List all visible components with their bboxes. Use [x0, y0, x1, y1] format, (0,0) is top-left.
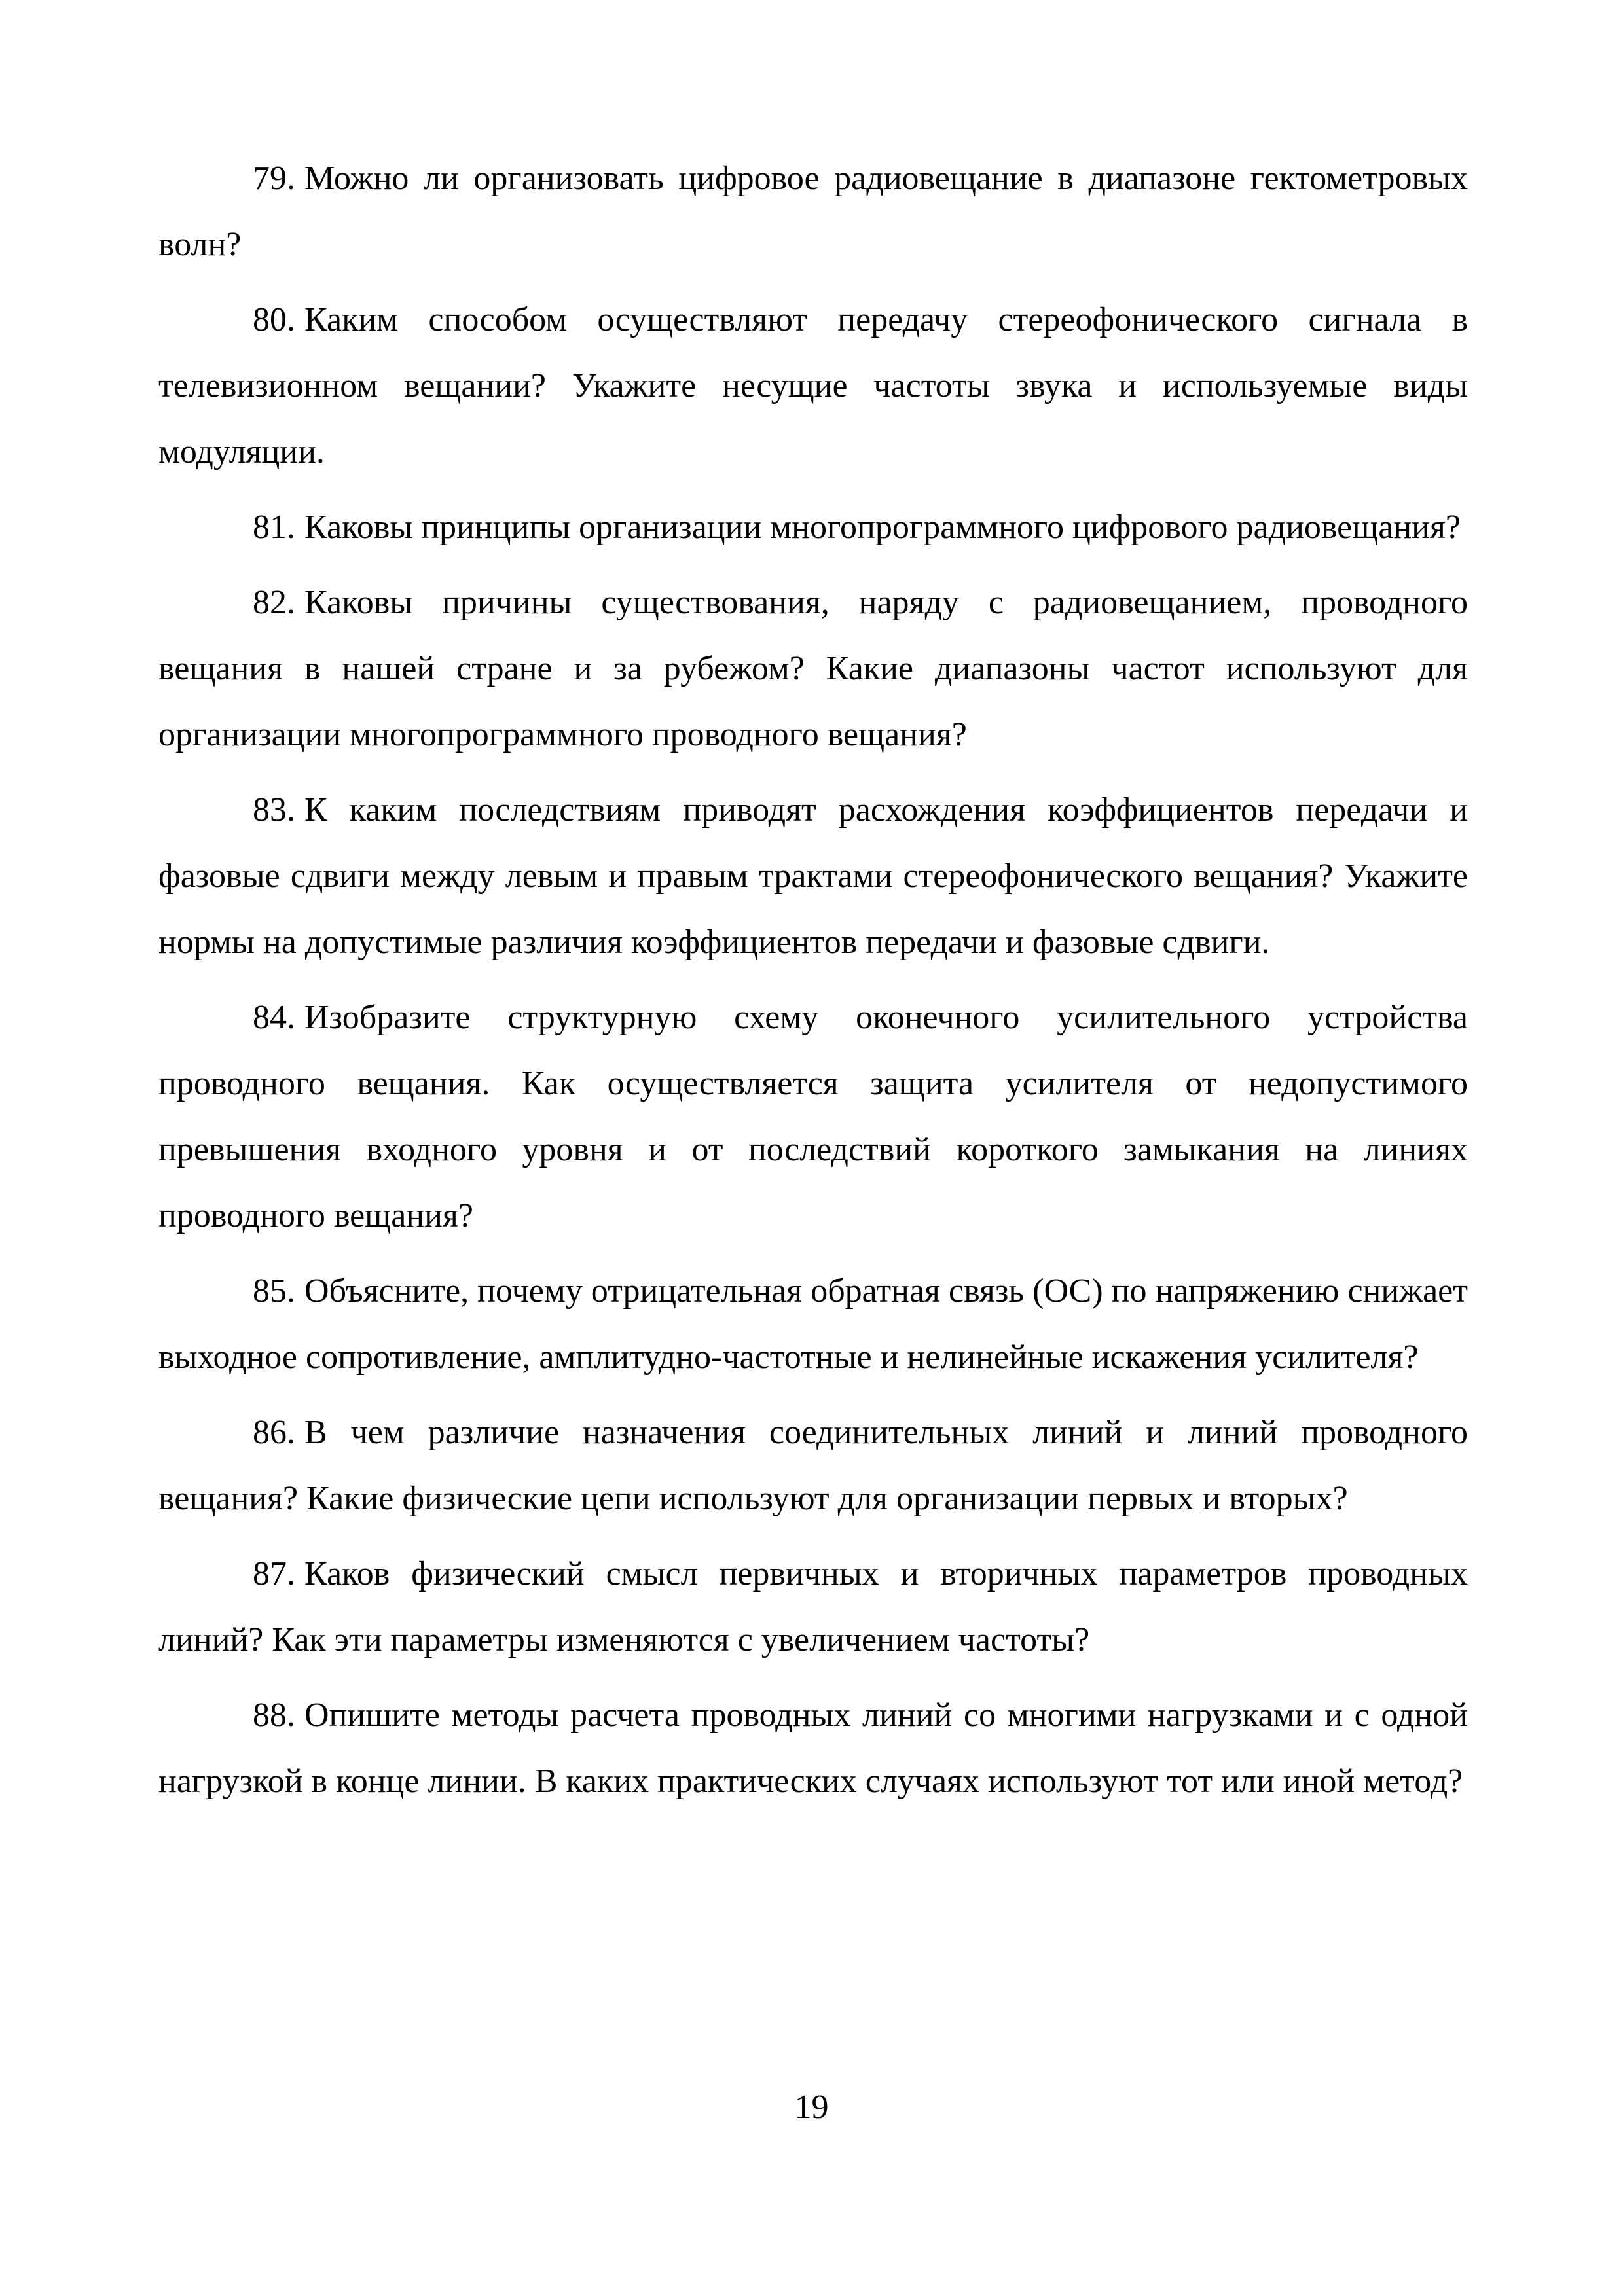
question-83 [158, 777, 1468, 975]
question-85 [158, 1258, 1468, 1390]
question-text: Каков физический смысл первичных и вторичных параметров проводных линий? Как эти параметры изменяются с увеличением частоты? [158, 1555, 1468, 1659]
question-number: 79. [253, 160, 295, 197]
question-text: Изобразите структурную схему оконечного усилительного устройства проводного вещания. Как осуществляется защита усилителя от недопустимого превышения входного уровня и от последствий короткого замыкания на линиях проводного вещания? [158, 999, 1468, 1234]
question-number: 83. [253, 791, 295, 829]
page-number: 19 [794, 2089, 829, 2126]
question-81 [158, 494, 1468, 560]
question-text: Можно ли организовать цифровое радиовещание в диапазоне гектометровых волн? [158, 160, 1468, 263]
question-88 [158, 1682, 1468, 1814]
question-87 [158, 1541, 1468, 1673]
question-text: Каковы принципы организации многопрограммного цифрового радиовещания? [304, 509, 1461, 546]
question-number: 86. [253, 1414, 295, 1451]
question-number: 85. [253, 1272, 295, 1310]
question-text: Объясните, почему отрицательная обратная связь (ОС) по напряжению снижает выходное сопротивление, амплитудно-частотные и нелинейные искажения усилителя? [158, 1272, 1468, 1376]
question-text: Опишите методы расчета проводных линий со многими нагрузками и с одной нагрузкой в конце линии. В каких практических случаях используют тот или иной метод? [158, 1696, 1468, 1800]
question-number: 84. [253, 999, 295, 1036]
question-text: К каким последствиям приводят расхождения коэффициентов передачи и фазовые сдвиги между левым и правым трактами стереофонического вещания? Укажите нормы на допустимые различия коэффициентов передачи и фазовые сдвиги. [158, 791, 1468, 961]
question-text: В чем различие назначения соединительных линий и линий проводного вещания? Какие физические цепи используют для организации первых и вторых? [158, 1414, 1468, 1517]
question-number: 81. [253, 509, 295, 546]
question-79 [158, 145, 1468, 278]
question-number: 80. [253, 301, 295, 338]
document-body [158, 145, 1468, 1823]
question-80 [158, 287, 1468, 485]
question-number: 88. [253, 1696, 295, 1734]
question-82 [158, 569, 1468, 768]
question-number: 82. [253, 584, 295, 621]
question-84 [158, 984, 1468, 1249]
question-86 [158, 1399, 1468, 1532]
question-number: 87. [253, 1555, 295, 1592]
question-text: Каким способом осуществляют передачу стереофонического сигнала в телевизионном вещании? Укажите несущие частоты звука и используемые виды модуляции. [158, 301, 1468, 471]
question-text: Каковы причины существования, наряду с радиовещанием, проводного вещания в нашей стране и за рубежом? Какие диапазоны частот используют для организации многопрограммного проводного вещания? [158, 584, 1468, 753]
